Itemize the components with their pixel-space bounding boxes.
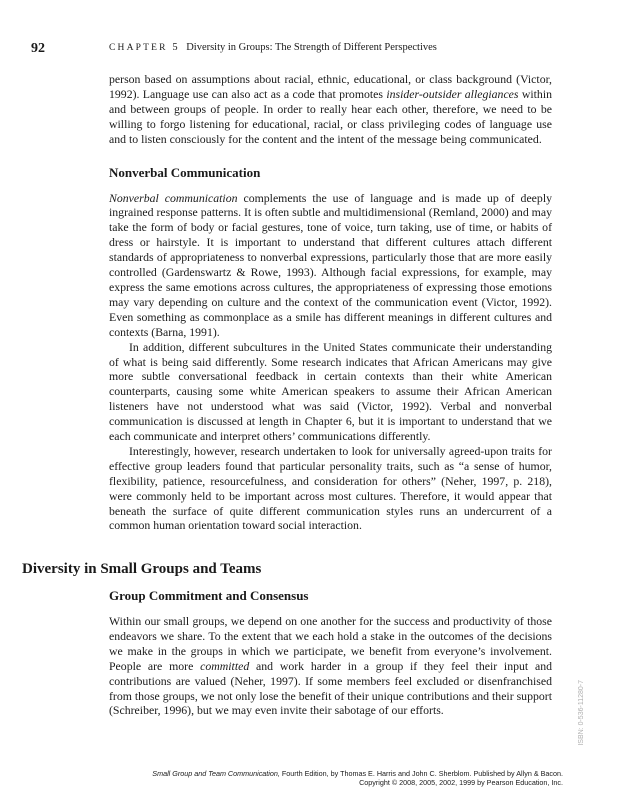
footer-book-title: Small Group and Team Communication, <box>152 769 280 778</box>
section-heading: Diversity in Small Groups and Teams <box>22 561 262 577</box>
intro-text-1: person based on assumptions about racial, ethnic, educational, or class background (Victor, 1992). Language use can also act as a code that promotes <box>109 72 552 101</box>
section-italic-term: committed <box>200 658 250 673</box>
chapter-label: CHAPTER <box>109 43 168 53</box>
intro-italic-term: insider-outsider allegiances <box>386 86 519 101</box>
footer-line-1 <box>152 769 563 778</box>
nonverbal-paragraph-1 <box>109 191 552 340</box>
nonverbal-italic-term: Nonverbal communication <box>109 190 238 205</box>
section-subheading: Group Commitment and Consensus <box>109 588 309 603</box>
main-content <box>109 72 552 533</box>
section-paragraph-1 <box>109 614 552 718</box>
intro-text-2: within and between groups of people. In order to really hear each other, therefore, we need to be willing to forgo listening for educational, racial, or class privileging codes of language use and to listen consciously for the content and the intent of the message being communicated. <box>109 86 552 146</box>
chapter-title: Diversity in Groups: The Strength of Different Perspectives <box>186 42 437 53</box>
footer <box>152 769 563 787</box>
footer-line-2: Copyright © 2008, 2005, 2002, 1999 by Pearson Education, Inc. <box>359 778 563 787</box>
chapter-number: 5 <box>172 42 178 53</box>
section-p1-text-2: and work harder in a group if they feel their input and contributions are valued (Neher, 1997). If some members feel excluded or disenfranchised from those groups, we not only lose the benefit of their unique contributions and their support (Schreiber, 1996), but we may even invite their sabotage of our efforts. <box>109 658 552 718</box>
running-head <box>109 42 437 53</box>
nonverbal-paragraph-3: Interestingly, however, research undertaken to look for universally agreed-upon traits for effective group leaders found that particular personality traits, such as “a sense of humor, flexibility, patience, resourcefulness, and consideration for others” (Neher, 1997, p. 218), were commonly held to be important across most cultures. Therefore, it would appear that beneath the surface of quite different communication styles runs an undercurrent of a common human orientation toward social interaction. <box>109 443 552 533</box>
page-number: 92 <box>31 41 45 56</box>
side-isbn: ISBN: 0-536-11280-7 <box>578 680 585 746</box>
nonverbal-p1-text: complements the use of language and is made up of deeply ingrained response patterns. It is often subtle and multidimensional (Remland, 2000) and may take the form of body or facial gestures, tone of voice, turn taking, use of time, or habits of dress or hairstyle. It is important to understand that different cultures attach different standards of appropriateness to nonverbal expressions, particularly those that are more easily controlled (Gardenswartz & Rowe, 1993). Although facial expressions, for example, may express the same emotions across cultures, the appropriateness of expressing those emotions may vary depending on culture and the context of the communication event (Victor, 1992). Even something as commonplace as a smile has different meanings in different cultures and contexts (Barna, 1991). <box>109 190 552 339</box>
intro-paragraph <box>109 72 552 147</box>
section-content <box>109 588 552 718</box>
footer-publisher: Fourth Edition, by Thomas E. Harris and John C. Sherblom. Published by Allyn & Bacon. <box>279 769 563 778</box>
nonverbal-heading: Nonverbal Communication <box>109 164 261 180</box>
nonverbal-paragraph-2: In addition, different subcultures in the United States communicate their understanding of what is being said differently. Some research indicates that African Americans may give more subtle conversational feedback in certain contexts than their white American counterparts, causing some white American speakers to assume their African American listeners have not understood what was said (Victor, 1992). Verbal and nonverbal communication is discussed at length in Chapter 6, but it is important to understand that we each communicate and interpret others’ communications differently. <box>109 339 552 444</box>
section-p1-text-1: Within our small groups, we depend on one another for the success and productivity of those endeavors we share. To the extent that we each hold a stake in the outcomes of the decisions we make in the groups in which we participate, we benefit from everyone’s involvement. People are more <box>109 614 552 673</box>
